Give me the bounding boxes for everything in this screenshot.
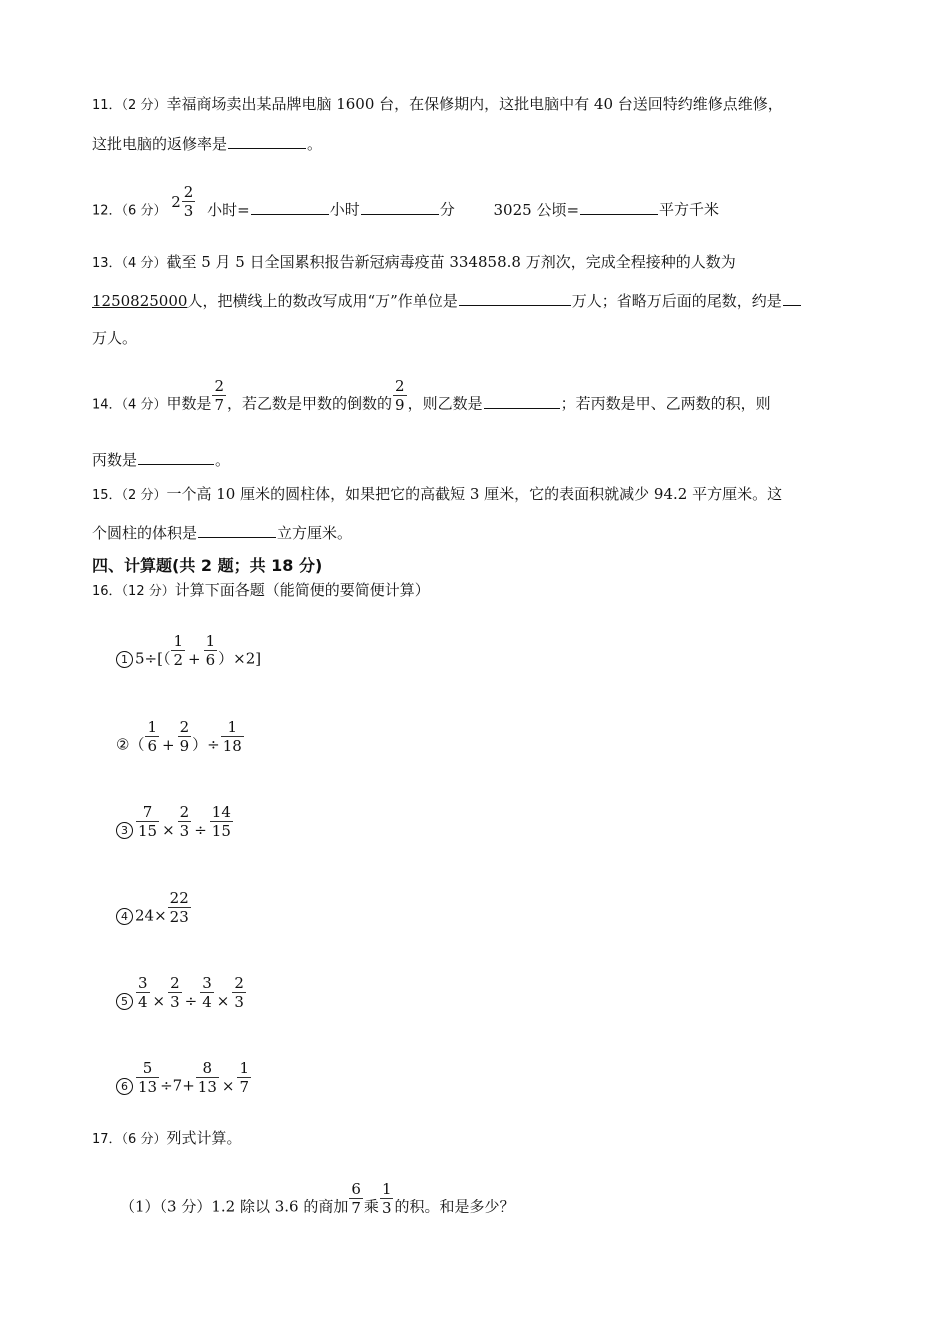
q14-score: （4 分） — [121, 397, 167, 413]
q16-text: 计算下面各题（能简便的要简便计算） — [174, 581, 430, 599]
q17-number: 17． — [92, 1132, 122, 1147]
q14-line1 — [92, 377, 771, 423]
frac-den: 15 — [138, 822, 158, 840]
frac-num: 1 — [239, 1059, 249, 1077]
frac-den: 3 — [381, 1199, 392, 1217]
q17-sub1-line — [120, 1180, 515, 1226]
expr-operator: × — [152, 991, 166, 1010]
q14-text4: ；若丙数是甲、乙两数的积，则 — [560, 394, 771, 413]
q11-line2 — [92, 133, 322, 154]
expr-operator: ÷ — [184, 991, 198, 1010]
frac-den: 6 — [147, 737, 158, 755]
frac-den: 2 — [173, 651, 184, 669]
frac-num: 1 — [173, 632, 184, 650]
q17-sub1-text2: 乘 — [363, 1197, 379, 1216]
q13-text4: 万人。 — [92, 329, 138, 347]
q17-score: （6 分） — [121, 1132, 167, 1147]
expr-fraction — [204, 632, 218, 669]
q13-blank2[interactable] — [783, 290, 801, 306]
expr-fraction — [171, 632, 185, 669]
frac-num: 2 — [395, 377, 405, 395]
q13-line3 — [92, 328, 137, 348]
expr-operator: × — [162, 820, 175, 839]
q12-blank1[interactable] — [251, 199, 329, 215]
expr-fraction — [221, 718, 244, 755]
circled-number-3: 3 — [116, 822, 133, 839]
frac-den: 13 — [197, 1078, 217, 1096]
frac-den: 3 — [234, 993, 244, 1011]
frac-num: 1 — [221, 718, 244, 737]
frac-num: 1 — [381, 1180, 392, 1198]
q13-text1: 截至 5 月 5 日全国累积报告新冠病毒疫苗 334858.8 万剂次，完成全程接种的人数为 — [166, 253, 736, 271]
frac-den: 13 — [138, 1078, 158, 1096]
frac-den: 3 — [179, 822, 190, 840]
q14-text2: ，若乙数是甲数的倒数的 — [227, 394, 393, 413]
section-4-heading: 四、计算题(共 2 题；共 18 分) — [92, 556, 323, 575]
q14-blank2[interactable] — [138, 449, 214, 465]
q12-text2: 小时 — [329, 200, 360, 219]
q12-line — [92, 183, 720, 229]
expr-fraction — [237, 1059, 251, 1096]
frac-den: 9 — [179, 737, 190, 755]
q11-line1 — [92, 94, 783, 116]
q13-text2: 人，把横线上的数改写成用“万”作单位是 — [187, 292, 458, 310]
expr-fraction — [136, 803, 159, 840]
frac-num: 2 — [234, 974, 244, 992]
frac-num: 1 — [147, 718, 158, 736]
q14-fraction2 — [393, 377, 407, 414]
q13-score: （4 分） — [121, 256, 167, 271]
expr-fraction — [232, 974, 246, 1011]
expr-text: ）÷ — [192, 735, 220, 754]
q11-answer-blank[interactable] — [228, 133, 306, 149]
frac-num: 14 — [211, 803, 231, 821]
expr-fraction — [178, 718, 192, 755]
frac-num: 2 — [170, 974, 180, 992]
q11-text3: 。 — [307, 135, 323, 153]
q12-text1: 小时= — [207, 200, 250, 219]
frac-den: 23 — [169, 908, 189, 926]
expr-fraction — [168, 974, 182, 1011]
expr-text: ÷7+ — [160, 1076, 195, 1095]
circled-number-2: ② — [116, 735, 130, 754]
frac-den: 6 — [205, 651, 216, 669]
q17-fraction1 — [349, 1180, 363, 1217]
q16-expr-4 — [116, 889, 192, 935]
q15-text3: 立方厘米。 — [277, 524, 353, 542]
frac-den: 7 — [214, 396, 225, 414]
expr-text: （ — [129, 735, 145, 754]
q14-text3: ，则乙数是 — [407, 394, 483, 413]
q11-number: 11． — [92, 98, 122, 113]
q16-expr-2 — [116, 718, 245, 764]
frac-den: 3 — [170, 993, 180, 1011]
q13-line1 — [92, 252, 736, 274]
q16-expr-6 — [116, 1059, 252, 1105]
q14-blank1[interactable] — [484, 393, 560, 409]
q11-text2: 这批电脑的返修率是 — [92, 135, 228, 153]
q17-line — [92, 1128, 241, 1150]
circled-number-1: 1 — [116, 651, 133, 668]
frac-num: 6 — [351, 1180, 361, 1198]
frac-num: 1 — [205, 632, 216, 650]
q15-line2 — [92, 522, 352, 543]
q14-text5: 丙数是 — [92, 451, 138, 469]
q12-blank2[interactable] — [361, 199, 439, 215]
frac-num: 2 — [179, 803, 190, 821]
q16-expr-3 — [116, 803, 234, 849]
frac-den: 4 — [202, 993, 212, 1011]
q12-text5: 平方千米 — [659, 200, 720, 219]
frac-num: 3 — [202, 974, 212, 992]
q16-expr-5 — [116, 974, 247, 1020]
expr-fraction — [168, 889, 191, 926]
q16-score: （12 分） — [121, 584, 175, 599]
frac-den: 18 — [222, 737, 242, 755]
q17-sub1-text3: 的积。和是多少？ — [394, 1197, 515, 1216]
expr-operator: ÷ — [194, 820, 207, 839]
expr-fraction — [200, 974, 214, 1011]
q12-score: （6 分） — [121, 203, 167, 219]
expr-fraction — [178, 803, 192, 840]
frac-den: 3 — [183, 202, 194, 220]
q16-line — [92, 580, 430, 602]
frac-num: 8 — [196, 1059, 219, 1078]
expr-text: ）×2] — [218, 649, 262, 668]
expr-fraction — [136, 974, 150, 1011]
frac-den: 7 — [351, 1199, 361, 1217]
q15-number: 15． — [92, 488, 122, 503]
q17-sub1-score: （3 分） — [159, 1197, 212, 1216]
q11-text: 幸福商场卖出某品牌电脑 1600 台，在保修期内，这批电脑中有 40 台送回特约维修点维修， — [166, 95, 783, 113]
q13-underlined-number: 1250825000 — [92, 292, 188, 310]
q12-text3: 分 — [439, 200, 455, 219]
q12-text4: 3025 公顷= — [493, 200, 580, 219]
expr-operator: × — [221, 1076, 235, 1095]
q14-fraction1 — [212, 377, 226, 414]
q13-text3: 万人；省略万后面的尾数，约是 — [571, 292, 782, 310]
q12-number: 12． — [92, 203, 122, 219]
frac-num: 22 — [169, 889, 189, 907]
expr-fraction — [145, 718, 159, 755]
circled-number-6: 6 — [116, 1078, 133, 1095]
q11-score: （2 分） — [121, 98, 167, 113]
expr-text: 24× — [135, 906, 167, 925]
frac-den: 15 — [211, 822, 231, 840]
frac-num: 5 — [136, 1059, 159, 1078]
q16-number: 16． — [92, 584, 122, 599]
q17-fraction2 — [380, 1180, 394, 1217]
frac-den: 4 — [138, 993, 148, 1011]
q13-blank1[interactable] — [459, 290, 571, 306]
circled-number-4: 4 — [116, 908, 133, 925]
frac-num: 2 — [214, 377, 225, 395]
q14-line2 — [92, 449, 230, 470]
q12-fraction — [182, 183, 196, 220]
frac-num: 7 — [136, 803, 159, 822]
expr-fraction — [210, 803, 233, 840]
expr-fraction — [196, 1059, 219, 1096]
q14-text6: 。 — [215, 451, 231, 469]
q17-text: 列式计算。 — [166, 1129, 242, 1147]
q13-number: 13． — [92, 256, 122, 271]
expr-fraction — [136, 1059, 159, 1096]
q17-sub1-label: （1） — [120, 1197, 160, 1216]
q13-line2 — [92, 290, 802, 311]
q15-line1 — [92, 484, 782, 506]
frac-num: 2 — [179, 718, 190, 736]
expr-text: 5÷[（ — [135, 649, 171, 668]
frac-den: 9 — [395, 396, 405, 414]
expr-operator: + — [188, 649, 201, 668]
q12-whole: 2 — [171, 192, 181, 211]
q15-text2: 个圆柱的体积是 — [92, 524, 198, 542]
q17-sub1-text1: 1.2 除以 3.6 的商加 — [211, 1197, 349, 1216]
expr-operator: + — [162, 735, 175, 754]
q16-expr-1 — [116, 632, 262, 678]
q14-text1: 甲数是 — [166, 394, 212, 413]
q12-blank3[interactable] — [580, 199, 658, 215]
frac-num: 3 — [138, 974, 148, 992]
q15-text1: 一个高 10 厘米的圆柱体，如果把它的高截短 3 厘米，它的表面积就减少 94.2 平方厘米。这 — [166, 485, 783, 503]
q14-number: 14． — [92, 397, 122, 413]
circled-number-5: 5 — [116, 993, 133, 1010]
frac-num: 2 — [183, 183, 194, 201]
expr-operator: × — [216, 991, 230, 1010]
frac-den: 7 — [239, 1078, 249, 1096]
q12-mixed-number — [171, 183, 196, 220]
q15-blank[interactable] — [198, 522, 276, 538]
q15-score: （2 分） — [121, 488, 167, 503]
